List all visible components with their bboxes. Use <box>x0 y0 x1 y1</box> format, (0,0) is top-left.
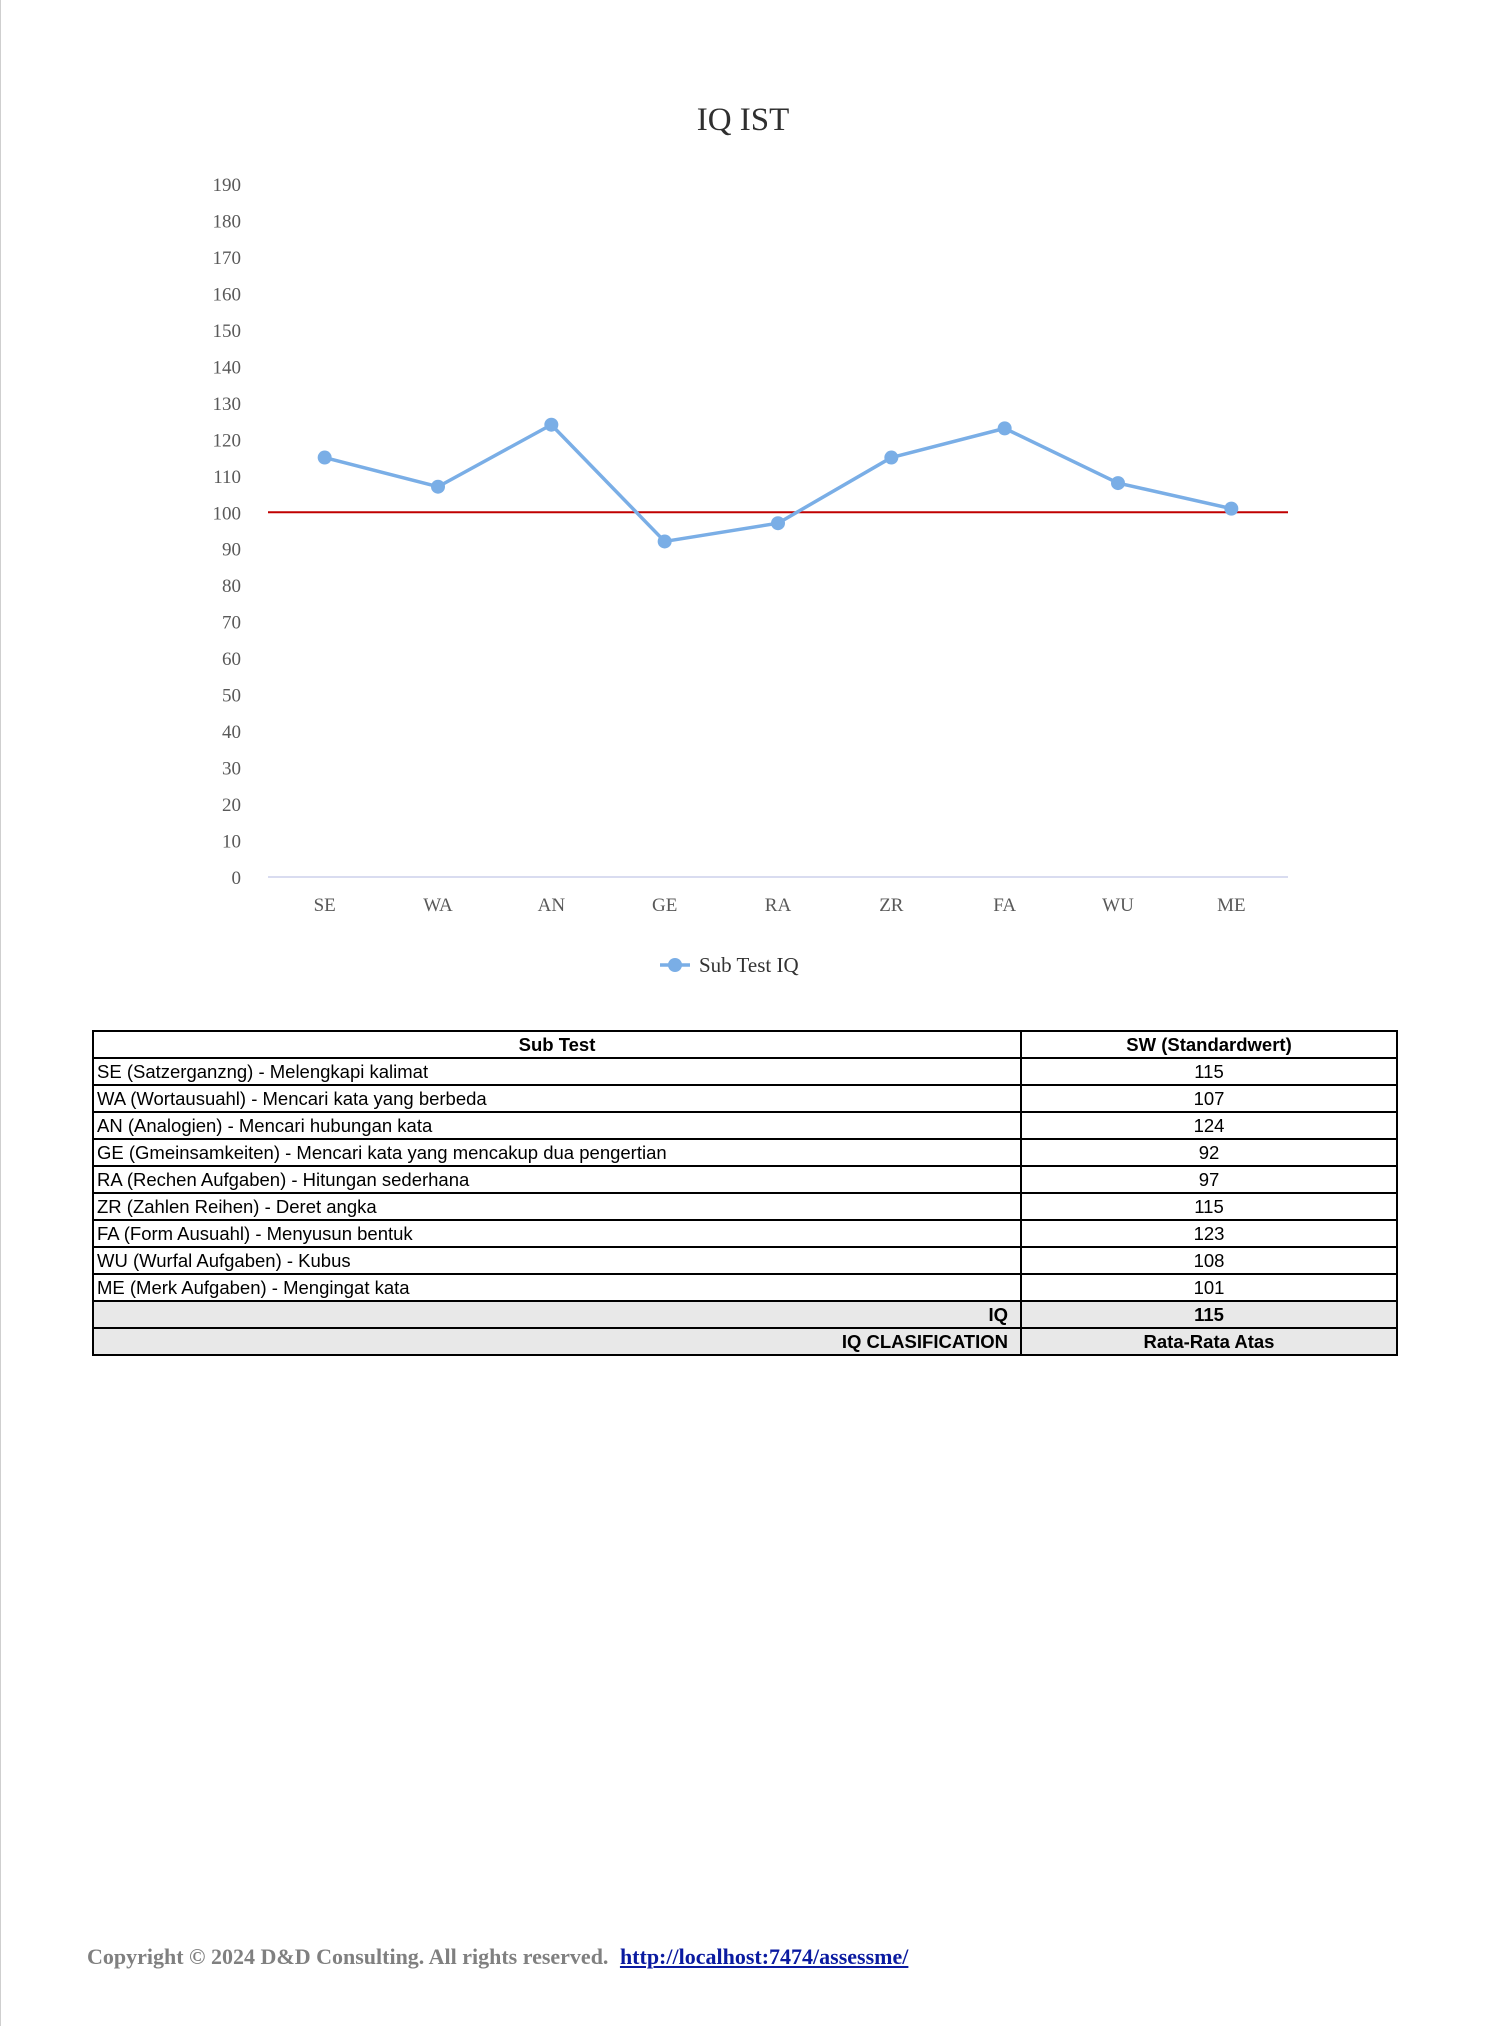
row-label: FA (Form Ausuahl) - Menyusun bentuk <box>93 1220 1021 1247</box>
table-row <box>93 1166 1397 1193</box>
y-axis-ticks <box>213 175 242 889</box>
row-label: WU (Wurfal Aufgaben) - Kubus <box>93 1247 1021 1274</box>
y-tick-label: 170 <box>212 247 241 269</box>
data-point <box>771 516 785 530</box>
x-tick-label: ZR <box>879 895 904 916</box>
y-tick-label: 30 <box>222 758 241 780</box>
x-tick-label: RA <box>764 895 792 916</box>
row-value: 115 <box>1021 1058 1397 1085</box>
data-point <box>431 480 445 494</box>
row-label: ZR (Zahlen Reihen) - Deret angka <box>93 1193 1021 1220</box>
row-label: WA (Wortausuahl) - Mencari kata yang berbeda <box>93 1085 1021 1112</box>
classification-label: IQ CLASIFICATION <box>93 1328 1021 1355</box>
data-point <box>884 451 898 465</box>
header-sub-test: Sub Test <box>93 1031 1021 1058</box>
row-label: ME (Merk Aufgaben) - Mengingat kata <box>93 1274 1021 1301</box>
row-value: 123 <box>1021 1220 1397 1247</box>
y-tick-label: 150 <box>212 320 241 342</box>
row-value: 97 <box>1021 1166 1397 1193</box>
table-row <box>93 1112 1397 1139</box>
y-tick-label: 180 <box>212 211 241 233</box>
iq-row <box>93 1301 1397 1328</box>
row-value: 108 <box>1021 1247 1397 1274</box>
y-tick-label: 50 <box>222 685 241 707</box>
header-standardwert: SW (Standardwert) <box>1021 1031 1397 1058</box>
x-tick-label: FA <box>993 895 1017 916</box>
y-tick-label: 120 <box>212 430 241 452</box>
table-row <box>93 1058 1397 1085</box>
table-row <box>93 1220 1397 1247</box>
y-tick-label: 80 <box>222 576 241 598</box>
classification-value: Rata-Rata Atas <box>1021 1328 1397 1355</box>
row-value: 115 <box>1021 1193 1397 1220</box>
y-tick-label: 100 <box>212 503 241 525</box>
iq-line-chart <box>0 0 1487 1000</box>
y-tick-label: 140 <box>212 357 241 379</box>
table-row <box>93 1085 1397 1112</box>
y-tick-label: 60 <box>222 649 241 671</box>
y-tick-label: 130 <box>212 393 241 415</box>
copyright-text: Copyright © 2024 D&D Consulting. All rights reserved. <box>87 1944 609 1969</box>
x-tick-label: AN <box>537 895 566 916</box>
legend-label: Sub Test IQ <box>699 953 799 977</box>
table-row <box>93 1193 1397 1220</box>
chart-title: IQ IST <box>696 102 790 138</box>
y-tick-label: 10 <box>222 831 241 853</box>
iq-label: IQ <box>93 1301 1021 1328</box>
data-point <box>544 418 558 432</box>
table-row <box>93 1274 1397 1301</box>
row-value: 92 <box>1021 1139 1397 1166</box>
table-row <box>93 1139 1397 1166</box>
y-tick-label: 70 <box>222 612 241 634</box>
table-header-row <box>93 1031 1397 1058</box>
y-tick-label: 160 <box>212 284 241 306</box>
x-axis-ticks <box>314 895 1246 916</box>
data-point <box>318 451 332 465</box>
x-tick-label: WU <box>1102 895 1134 916</box>
row-label: SE (Satzerganzng) - Melengkapi kalimat <box>93 1058 1021 1085</box>
data-point <box>1111 476 1125 490</box>
y-tick-label: 90 <box>222 539 241 561</box>
row-label: RA (Rechen Aufgaben) - Hitungan sederhana <box>93 1166 1021 1193</box>
data-point <box>1224 502 1238 516</box>
footer-link[interactable]: http://localhost:7474/assessme/ <box>619 1944 909 1969</box>
table-row <box>93 1247 1397 1274</box>
classification-row <box>93 1328 1397 1355</box>
y-tick-label: 0 <box>231 868 241 889</box>
x-tick-label: GE <box>652 895 678 916</box>
data-point <box>998 421 1012 435</box>
y-tick-label: 40 <box>222 722 241 744</box>
iq-value: 115 <box>1021 1301 1397 1328</box>
y-tick-label: 20 <box>222 795 241 817</box>
data-point <box>658 534 672 548</box>
x-tick-label: ME <box>1217 895 1246 916</box>
y-tick-label: 110 <box>213 466 241 488</box>
legend-dot-marker <box>668 958 682 972</box>
series-points <box>318 418 1239 549</box>
row-label: AN (Analogien) - Mencari hubungan kata <box>93 1112 1021 1139</box>
sub-test-table <box>92 1030 1398 1356</box>
row-value: 124 <box>1021 1112 1397 1139</box>
row-label: GE (Gmeinsamkeiten) - Mencari kata yang mencakup dua pengertian <box>93 1139 1021 1166</box>
x-tick-label: WA <box>423 895 453 916</box>
x-tick-label: SE <box>313 895 336 916</box>
chart-legend <box>660 953 799 977</box>
row-value: 101 <box>1021 1274 1397 1301</box>
y-tick-label: 190 <box>212 175 241 196</box>
page-footer <box>87 1944 908 1970</box>
row-value: 107 <box>1021 1085 1397 1112</box>
